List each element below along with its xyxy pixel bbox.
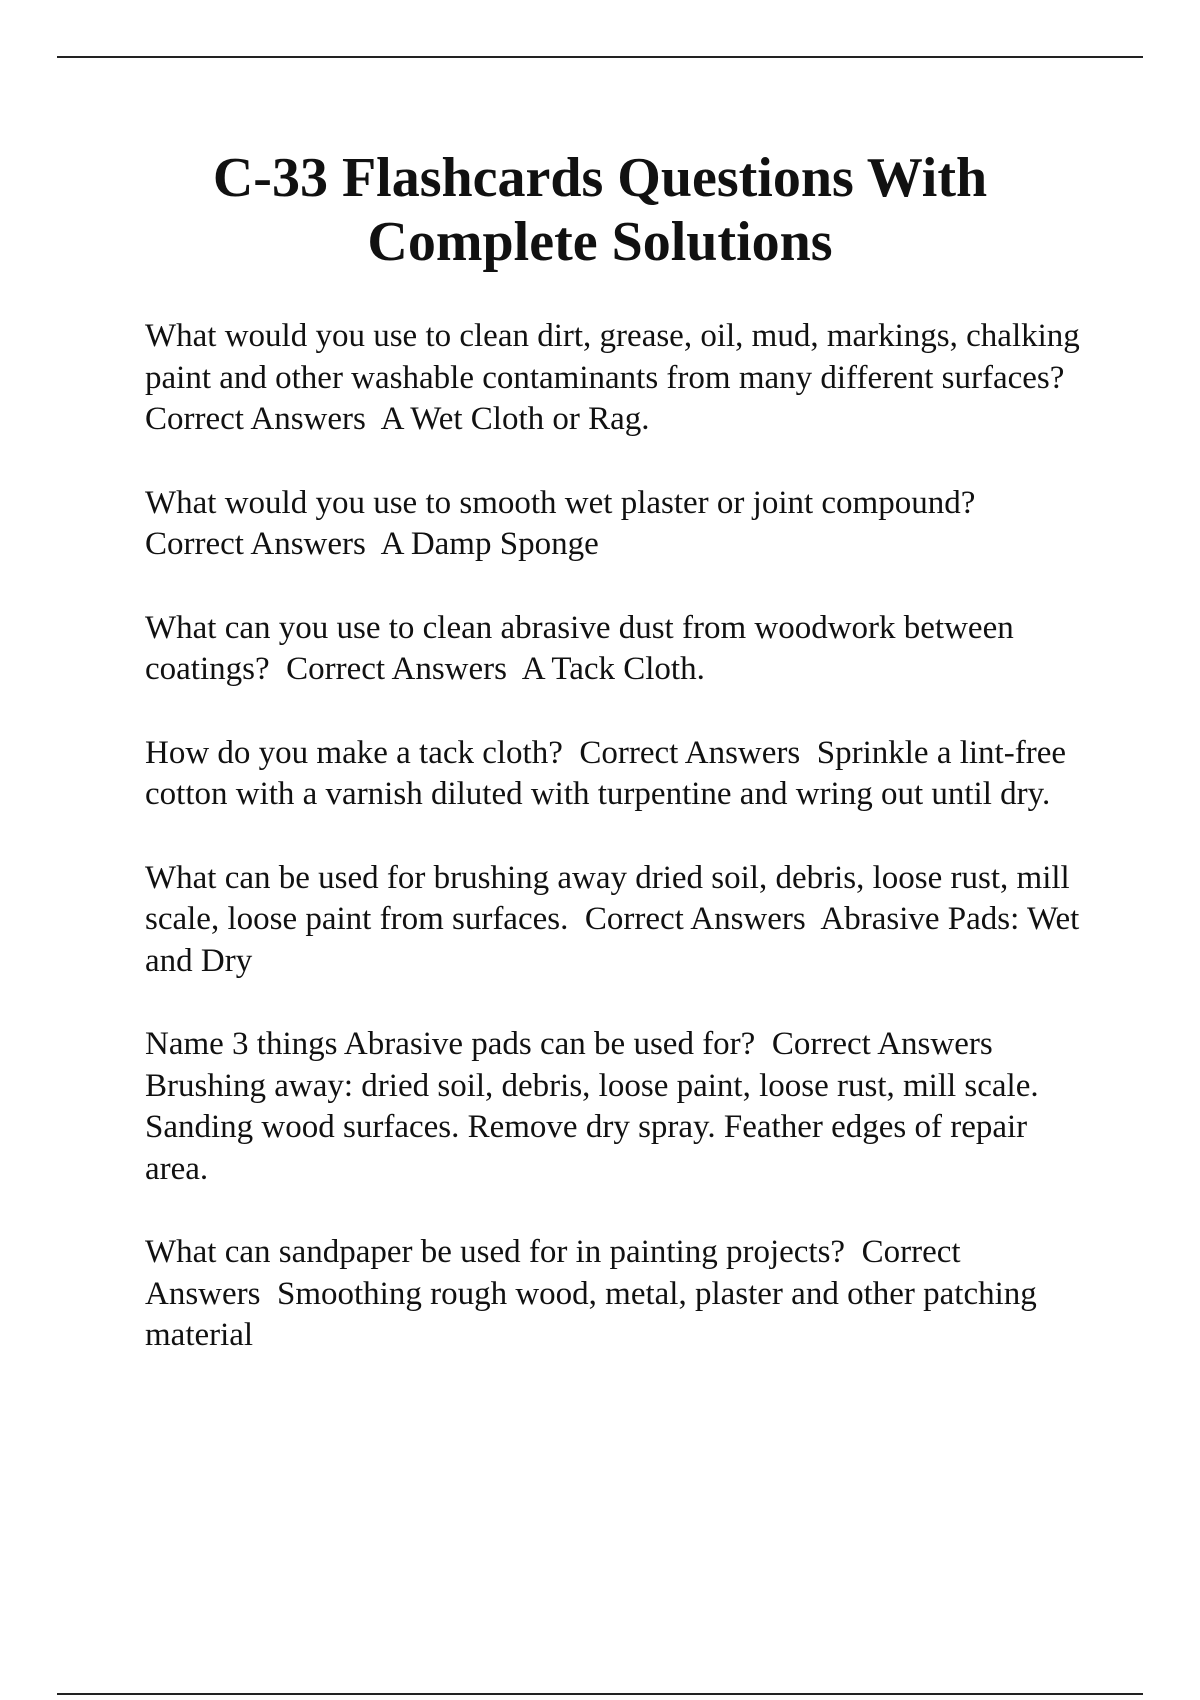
- bottom-divider: [57, 1693, 1143, 1695]
- answer-text: A Damp Sponge: [380, 526, 599, 562]
- flashcard-item: [145, 1024, 1085, 1190]
- flashcard-list: [145, 316, 1085, 1399]
- answer-text: A Tack Cloth.: [521, 651, 705, 687]
- question-text: How do you make a tack cloth?: [145, 734, 563, 771]
- answer-label: Correct Answers: [584, 901, 806, 937]
- flashcard-item: [145, 483, 1085, 566]
- answer-text: Abrasive Pads: Wet and Dry: [145, 901, 1080, 979]
- question-text: What can be used for brushing away dried soil, debris, loose rust, mill scale, loose paint from surfaces.: [145, 859, 1070, 937]
- document-title: C-33 Flashcards Questions With Complete Solutions: [212, 147, 988, 273]
- question-text: What can sandpaper be used for in painting projects?: [145, 1234, 846, 1270]
- question-text: Name 3 things Abrasive pads can be used for?: [145, 1026, 756, 1062]
- answer-label: Correct Answers: [286, 651, 507, 687]
- answer-text: Smoothing rough wood, metal, plaster and other patching material: [145, 1275, 1037, 1353]
- answer-label: Correct Answers: [145, 401, 366, 437]
- flashcard-item: [145, 608, 1085, 691]
- question-text: What would you use to clean dirt, grease, oil, mud, markings, chalking paint and other washable contaminants from many different surfaces?: [145, 318, 1080, 396]
- answer-text: Sprinkle a lint-free cotton with a varnish diluted with turpentine and wring out until dry.: [145, 734, 1066, 812]
- question-text: What would you use to smooth wet plaster or joint compound?: [145, 484, 976, 521]
- top-divider: [57, 56, 1143, 58]
- answer-text: Brushing away: dried soil, debris, loose paint, loose rust, mill scale. Sanding wood surfaces. Remove dry spray. Feather edges of repair area.: [145, 1067, 1039, 1187]
- answer-text: A Wet Cloth or Rag.: [380, 401, 650, 437]
- answer-label: Correct Answers: [145, 1234, 961, 1312]
- question-text: What can you use to clean abrasive dust from woodwork between coatings?: [145, 609, 1014, 687]
- answer-label: Correct Answers: [579, 734, 801, 771]
- answer-label: Correct Answers: [145, 526, 366, 562]
- flashcard-item: [145, 733, 1085, 816]
- flashcard-item: [145, 1232, 1085, 1357]
- answer-label: Correct Answers: [771, 1026, 993, 1062]
- flashcard-item: [145, 316, 1085, 441]
- flashcard-item: [145, 858, 1085, 983]
